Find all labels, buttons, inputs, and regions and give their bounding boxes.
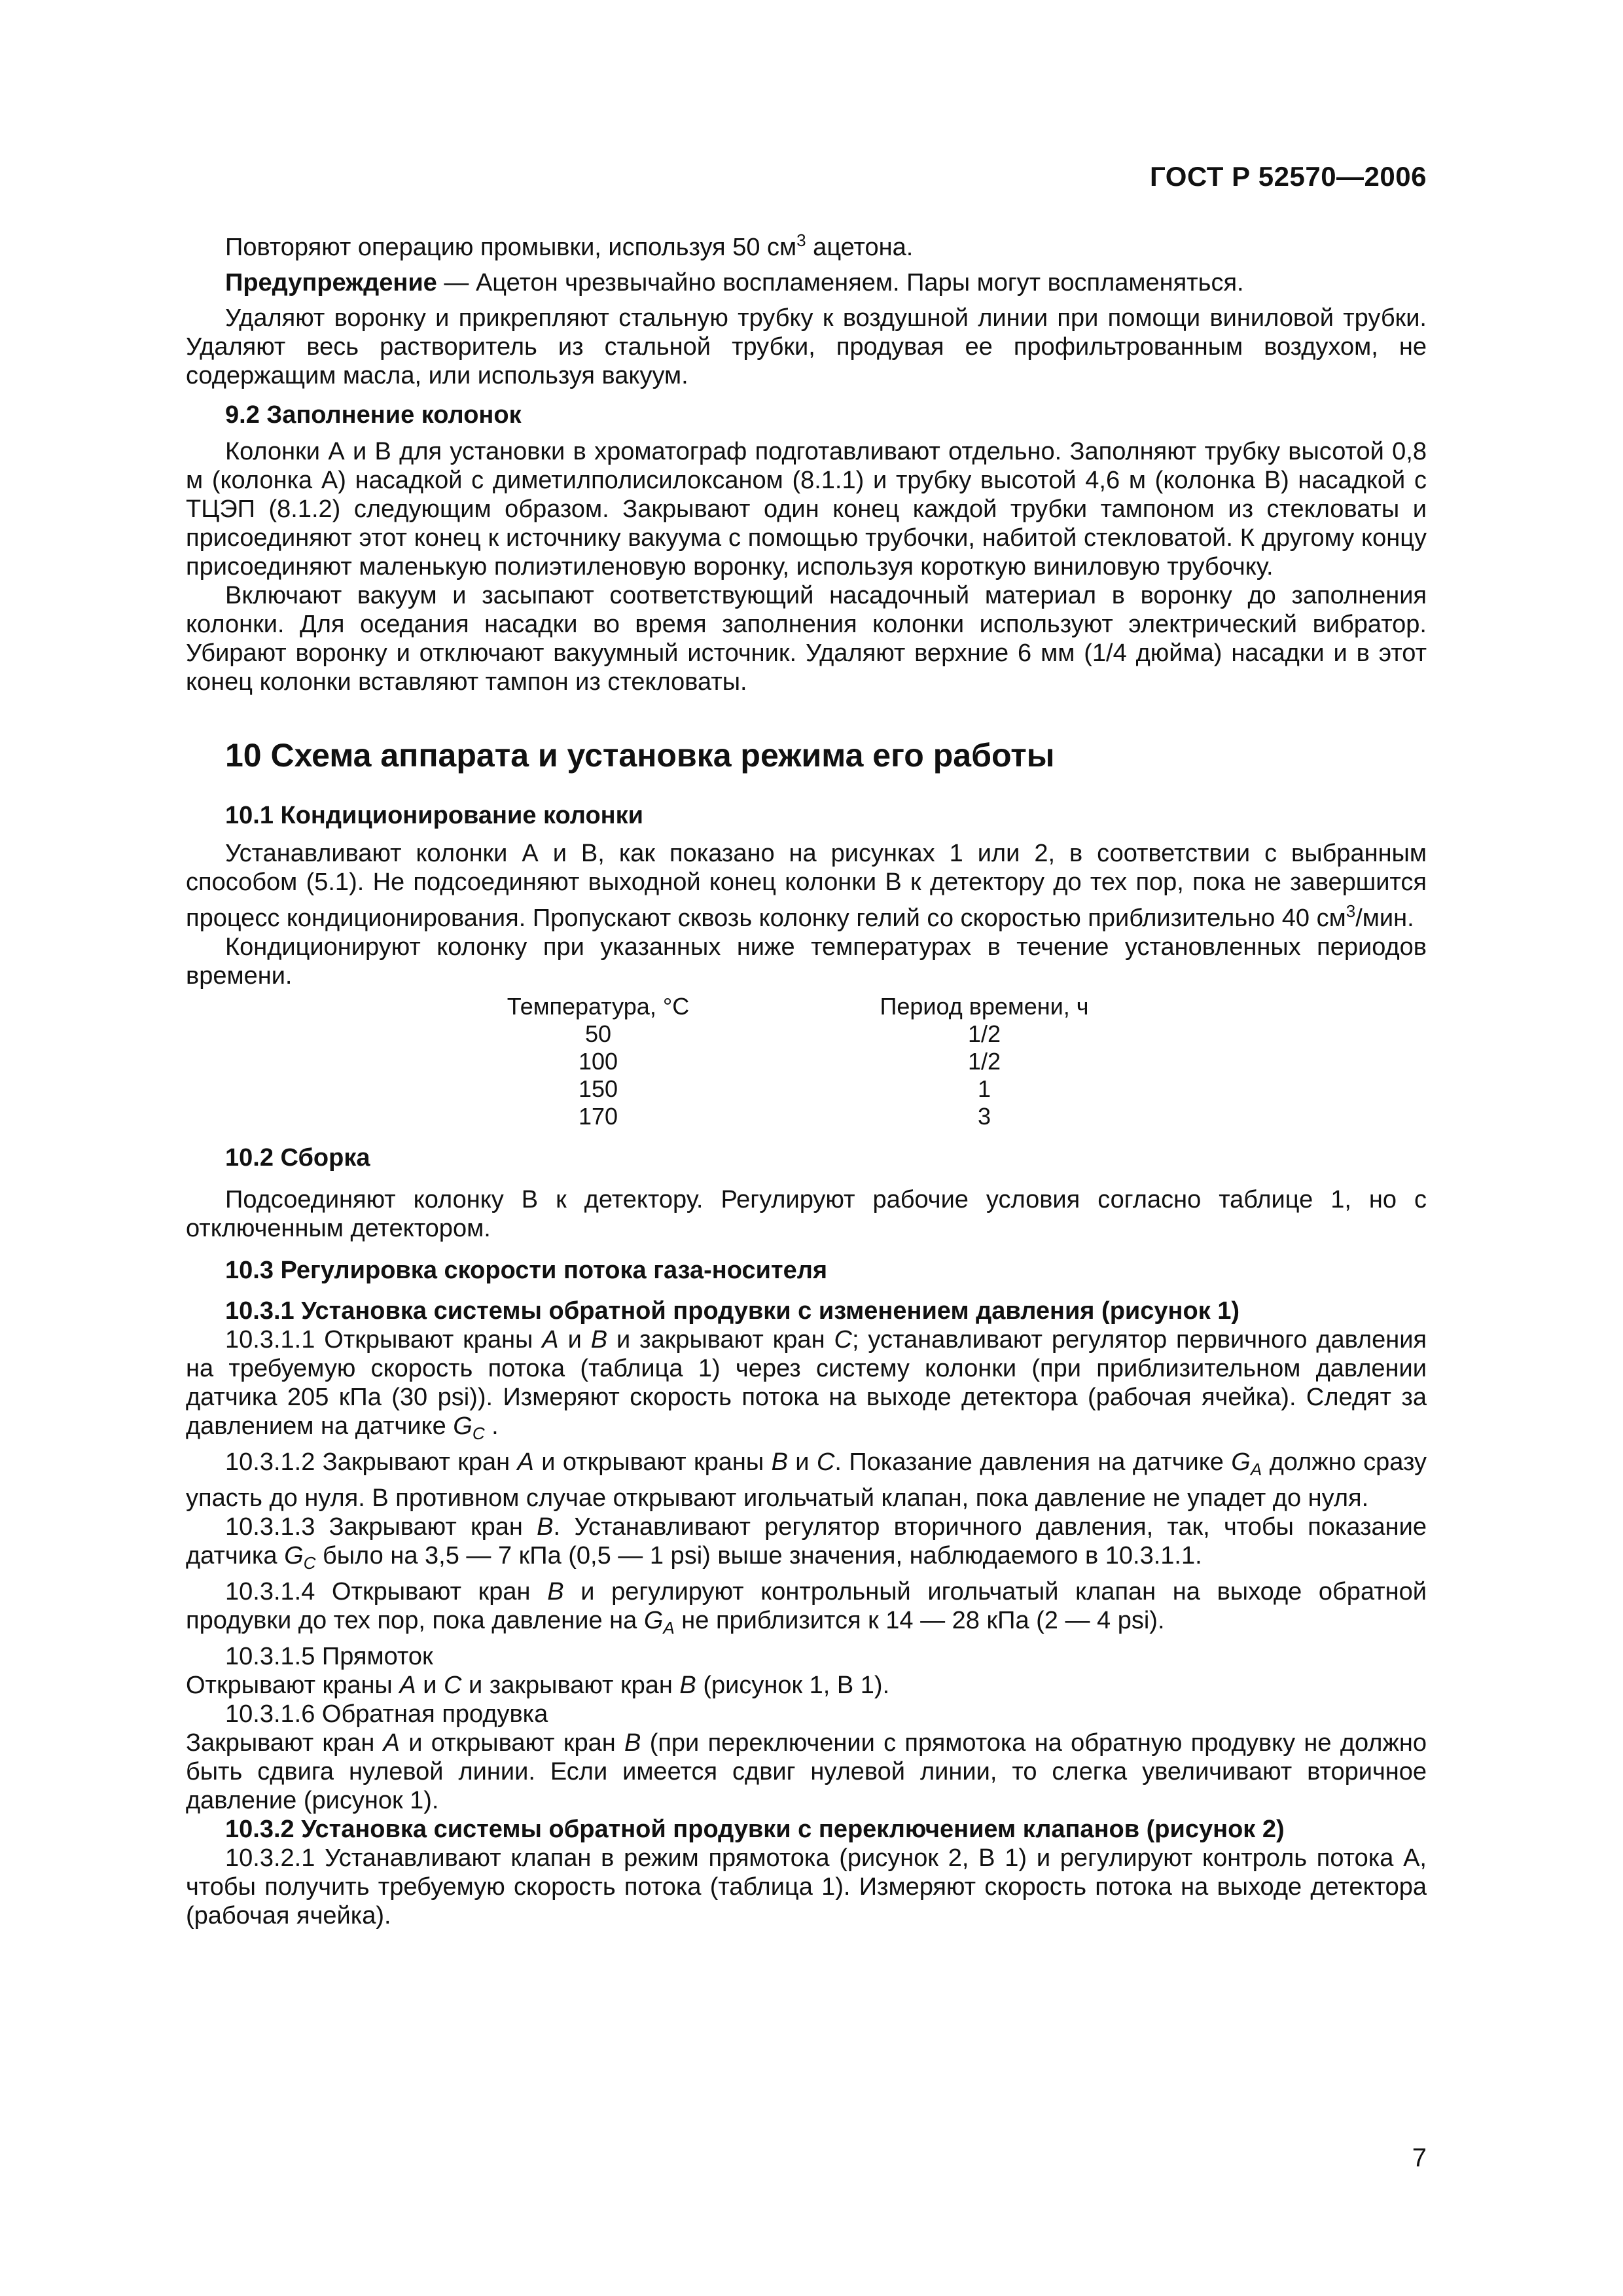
- item-10-3-2-1: 10.3.2.1 Устанавливают клапан в режим прямотока (рисунок 2, В 1) и регулируют контроль потока А, чтобы получить требуемую скорость потока (таблица 1). Измеряют скорость потока на выходе детектора (рабочая ячейка).: [186, 1844, 1427, 1929]
- paragraph-rinse: Повторяют операцию промывки, используя 50 $см^3$ ацетона.: [225, 230, 914, 261]
- paragraph-remove-funnel: Удаляют воронку и прикрепляют стальную трубку к воздушной линии при помощи виниловой трубки. Удаляют весь растворитель из стальной трубки, продувая ее профильтрованным воздухом, не содержащим масла, или используя вакуум.: [186, 304, 1427, 389]
- paragraph-9-2-2: Включают вакуум и засыпают соответствующий насадочный материал в воронку до заполнения колонки. Для оседания насадки во время заполнения колонки используют электрический вибратор. Убирают воронку и отключают вакуумный источник. Удаляют верхние 6 мм (1/4 дюйма) насадки и в этот конец колонки вставляют тампон из стекловаты.: [186, 582, 1427, 696]
- paragraph-9-2-1: Колонки А и В для установки в хроматограф подготавливают отдельно. Заполняют трубку высотой 0,8 м (колонка А) насадкой с диметилполисилоксаном (8.1.1) и трубку высотой 4,6 м (колонка В) насадкой с ТЦЭП (8.1.2) следующим образом. Закрывают один конец каждой трубки тампоном из стекловаты и присоединяют этот конец к источнику вакуума с помощью трубочки, набитой стекловатой. К другому концу присоединяют маленькую полиэтиленовую воронку, используя короткую виниловую трубочку.: [186, 438, 1427, 581]
- heading-10-3-2: 10.3.2 Установка системы обратной продувки с переключением клапанов (рисунок 2): [225, 1816, 1285, 1843]
- item-10-3-1-5-text: Открывают краны А и С и закрывают кран В (рисунок 1, В 1).: [186, 1672, 890, 1699]
- table-row: 170 3: [578, 1103, 991, 1130]
- table-header-temperature: Температура, °С: [507, 993, 690, 1020]
- paragraph-10-2-1: Подсоединяют колонку В к детектору. Регулируют рабочие условия согласно таблице 1, но с отключенным детектором.: [186, 1186, 1427, 1242]
- heading-10-3-1: 10.3.1 Установка системы обратной продувки с изменением давления (рисунок 1): [225, 1297, 1240, 1325]
- paragraph-10-1-2: Кондиционируют колонку при указанных ниже температурах в течение установленных периодов времени.: [186, 933, 1427, 990]
- table-row: 50 1/2: [584, 1020, 1001, 1047]
- conditioning-table: [487, 993, 1102, 1130]
- warning-label: Предупреждение: [225, 269, 437, 296]
- page-number: 7: [1412, 2144, 1427, 2172]
- table-row: 100 1/2: [578, 1048, 1001, 1075]
- item-10-3-1-6-text: Закрывают кран А и открывают кран В (при переключении с прямотока на обратную продувку не должно быть сдвига нулевой линии. Если имеется сдвиг нулевой линии, то слегка увеличивают вторичное давление (рисунок 1).: [186, 1729, 1427, 1814]
- heading-10-2: 10.2 Сборка: [225, 1144, 370, 1172]
- item-10-3-1-5-title: 10.3.1.5 Прямоток: [225, 1643, 433, 1670]
- document-body: [186, 226, 1427, 1930]
- warning-paragraph: Предупреждение — Ацетон чрезвычайно воспламеняем. Пары могут воспламеняться.: [225, 269, 1244, 296]
- item-10-3-1-6-title: 10.3.1.6 Обратная продувка: [225, 1700, 548, 1728]
- table-header-row: [487, 993, 1102, 1020]
- document-id: ГОСТ Р 52570—2006: [1150, 161, 1427, 192]
- table-row: 150 1: [578, 1075, 991, 1102]
- table-header-period: Период времени, ч: [880, 993, 1089, 1020]
- item-10-3-1-3: 10.3.1.3 Закрывают кран В. Устанавливают регулятор вторичного давления, так, чтобы показание датчика $G_C$ было на 3,5 — 7 кПа (0,5 — 1 psi) выше значения, наблюдаемого в 10.3.1.1.: [186, 1513, 1427, 1573]
- item-10-3-1-1: 10.3.1.1 Открывают краны А и В и закрывают кран С; устанавливают регулятор первичного давления на требуемую скорость потока (таблица 1) через систему колонки (при приблизительном давлении датчика 205 кПа (30 psi)). Измеряют скорость потока на выходе детектора (рабочая ячейка). Следят за давлением на датчике $G_C$ .: [186, 1326, 1427, 1443]
- paragraph-10-1-1: Устанавливают колонки А и В, как показано на рисунках 1 или 2, в соответствии с выбранным способом (5.1). Не подсоединяют выходной конец колонки В к детектору до тех пор, пока не завершится процесс кондиционирования. Пропускают сквозь колонку гелий со скоростью приблизительно 40 $см^3$/мин.: [186, 840, 1427, 932]
- item-10-3-1-4: 10.3.1.4 Открывают кран В и регулируют контрольный игольчатый клапан на выходе обратной продувки до тех пор, пока давление на $G_A$ не приблизится к 14 — 28 кПа (2 — 4 psi).: [186, 1578, 1427, 1638]
- heading-10-3: 10.3 Регулировка скорости потока газа-носителя: [225, 1257, 828, 1284]
- item-10-3-1-2: 10.3.1.2 Закрывают кран А и открывают краны В и С. Показание давления на датчике $G_A$ должно сразу упасть до нуля. В противном случае открывают игольчатый клапан, пока давление не упадет до нуля.: [186, 1448, 1427, 1512]
- heading-10-1: 10.1 Кондиционирование колонки: [225, 802, 643, 829]
- heading-9-2: 9.2 Заполнение колонок: [225, 401, 522, 429]
- heading-section-10: 10 Схема аппарата и установка режима его работы: [225, 737, 1055, 774]
